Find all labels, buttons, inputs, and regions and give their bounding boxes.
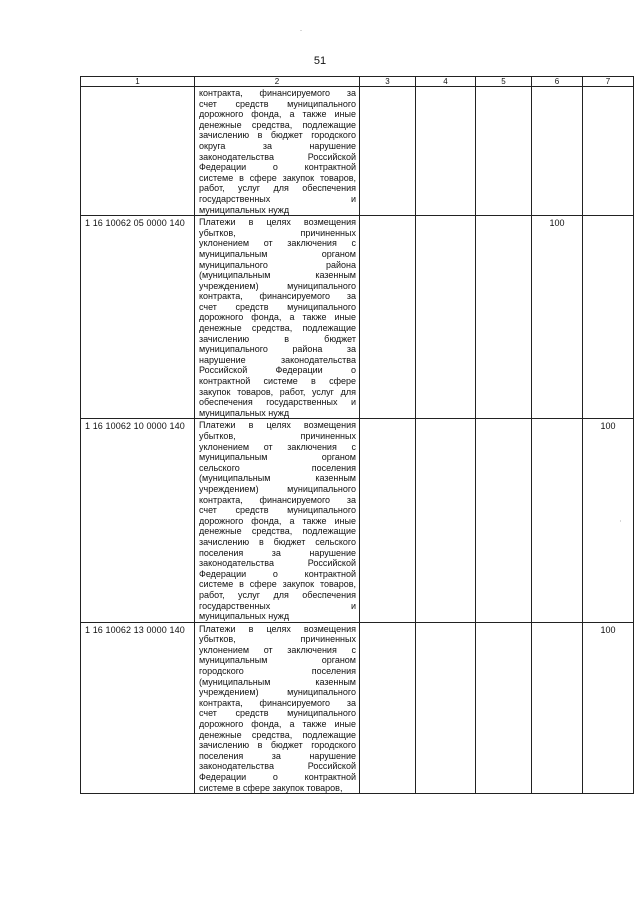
column-header: 5 xyxy=(476,77,532,87)
revenue-codes-table xyxy=(80,76,634,794)
column-header: 2 xyxy=(195,77,360,87)
description-cell xyxy=(195,216,360,419)
revenue-code-cell: 1 16 10062 05 0000 140 xyxy=(81,216,195,419)
share-percent-cell xyxy=(532,622,583,794)
share-percent-cell xyxy=(532,87,583,216)
description-line: уклонением от заключения с xyxy=(199,644,356,655)
description-line: учреждением) муниципального xyxy=(199,483,356,494)
description-line: поселения за нарушение xyxy=(199,750,356,761)
description-cell xyxy=(195,87,360,216)
description-line: денежные средства, подлежащие xyxy=(199,323,356,334)
description-line: муниципального района за xyxy=(199,344,356,355)
description-line: обеспечения государственных и xyxy=(199,397,356,408)
description-line: государственных и xyxy=(199,600,356,611)
description-line: муниципальных нужд xyxy=(199,611,290,622)
share-percent-cell xyxy=(476,622,532,794)
description-line: поселения за нарушение xyxy=(199,547,356,558)
column-header: 3 xyxy=(360,77,416,87)
share-percent-cell xyxy=(583,216,634,419)
table-row xyxy=(81,216,634,419)
description-line: муниципальных нужд xyxy=(199,204,290,215)
description-line: контракта, финансируемого за xyxy=(199,291,356,302)
table-row xyxy=(81,87,634,216)
page-number: 51 xyxy=(313,55,327,67)
share-percent-cell xyxy=(360,419,416,622)
description-line: муниципального района xyxy=(199,259,356,270)
description-line: денежные средства, подлежащие xyxy=(199,526,356,537)
share-percent-cell xyxy=(476,419,532,622)
scan-mark xyxy=(620,520,621,522)
description-line: денежные средства, подлежащие xyxy=(199,729,356,740)
table-row xyxy=(81,622,634,794)
share-percent-cell xyxy=(360,216,416,419)
share-percent-cell xyxy=(416,419,476,622)
description-cell xyxy=(195,419,360,622)
description-line: городского поселения xyxy=(199,666,356,677)
share-percent-cell xyxy=(416,622,476,794)
description-line: дорожного фонда, а также иные xyxy=(199,312,356,323)
description-line: контрактной системе в сфере xyxy=(199,376,356,387)
column-header: 7 xyxy=(583,77,634,87)
description-line: зачислению в бюджет городского xyxy=(199,740,356,751)
column-header: 6 xyxy=(532,77,583,87)
description-line: законодательства Российской xyxy=(199,761,356,772)
description-line: законодательства Российской xyxy=(199,151,356,162)
description-line: работ, услуг для обеспечения xyxy=(199,183,356,194)
share-percent-cell xyxy=(476,87,532,216)
table-row xyxy=(81,419,634,622)
description-line: денежные средства, подлежащие xyxy=(199,119,356,130)
description-line: Платежи в целях возмещения xyxy=(199,623,356,634)
description-line: муниципальных нужд xyxy=(199,407,290,418)
description-line: уклонением от заключения с xyxy=(199,238,356,249)
description-line: Российской Федерации о xyxy=(199,365,356,376)
description-line: Федерации о контрактной xyxy=(199,568,356,579)
share-percent-cell: 100 xyxy=(583,419,634,622)
description-line: зачислению в бюджет городского xyxy=(199,130,356,141)
description-line: зачислению в бюджет xyxy=(199,333,356,344)
column-number-row xyxy=(81,77,634,87)
description-line: Платежи в целях возмещения xyxy=(199,420,356,431)
description-line: муниципальным органом xyxy=(199,452,356,463)
description-line: нарушение законодательства xyxy=(199,354,356,365)
description-line: системе в сфере закупок товаров, xyxy=(199,172,356,183)
description-line: контракта, финансируемого за xyxy=(199,88,356,98)
description-line: дорожного фонда, а также иные xyxy=(199,109,356,120)
description-line: счет средств муниципального xyxy=(199,708,356,719)
description-line: контракта, финансируемого за xyxy=(199,494,356,505)
description-line: закупок товаров, работ, услуг для xyxy=(199,386,356,397)
description-line: государственных и xyxy=(199,193,356,204)
description-line: убытков, причиненных xyxy=(199,634,356,645)
share-percent-cell xyxy=(476,216,532,419)
description-line: округа за нарушение xyxy=(199,140,356,151)
description-line: учреждением) муниципального xyxy=(199,280,356,291)
description-line: убытков, причиненных xyxy=(199,431,356,441)
share-percent-cell xyxy=(360,622,416,794)
description-line: дорожного фонда, а также иные xyxy=(199,515,356,526)
description-line: Федерации о контрактной xyxy=(199,772,356,782)
revenue-code-cell: 1 16 10062 13 0000 140 xyxy=(81,622,195,794)
description-cell xyxy=(195,622,360,794)
description-line: сельского поселения xyxy=(199,462,356,473)
description-line: системе в сфере закупок товаров, xyxy=(199,782,343,793)
description-line: счет средств муниципального xyxy=(199,301,356,312)
description-line: муниципальным органом xyxy=(199,248,356,259)
description-line: Федерации о контрактной xyxy=(199,162,356,173)
description-line: уклонением от заключения с xyxy=(199,441,356,452)
share-percent-cell xyxy=(416,87,476,216)
description-line: убытков, причиненных xyxy=(199,227,356,238)
description-line: зачислению в бюджет сельского xyxy=(199,536,356,547)
share-percent-cell xyxy=(360,87,416,216)
scan-mark xyxy=(300,30,302,31)
description-line: Платежи в целях возмещения xyxy=(199,217,356,228)
revenue-code-cell xyxy=(81,87,195,216)
description-line: (муниципальным казенным xyxy=(199,270,356,281)
description-line: дорожного фонда, а также иные xyxy=(199,719,356,730)
description-line: работ, услуг для обеспечения xyxy=(199,589,356,600)
description-line: счет средств муниципального xyxy=(199,98,356,109)
column-header: 1 xyxy=(81,77,195,87)
description-line: законодательства Российской xyxy=(199,558,356,569)
revenue-code-cell: 1 16 10062 10 0000 140 xyxy=(81,419,195,622)
share-percent-cell xyxy=(583,87,634,216)
description-line: (муниципальным казенным xyxy=(199,473,356,484)
column-header: 4 xyxy=(416,77,476,87)
description-line: учреждением) муниципального xyxy=(199,687,356,698)
share-percent-cell: 100 xyxy=(583,622,634,794)
description-line: контракта, финансируемого за xyxy=(199,697,356,708)
share-percent-cell xyxy=(416,216,476,419)
description-line: системе в сфере закупок товаров, xyxy=(199,579,356,590)
description-line: муниципальным органом xyxy=(199,655,356,666)
description-line: (муниципальным казенным xyxy=(199,676,356,687)
share-percent-cell xyxy=(532,419,583,622)
share-percent-cell: 100 xyxy=(532,216,583,419)
description-line: счет средств муниципального xyxy=(199,505,356,516)
